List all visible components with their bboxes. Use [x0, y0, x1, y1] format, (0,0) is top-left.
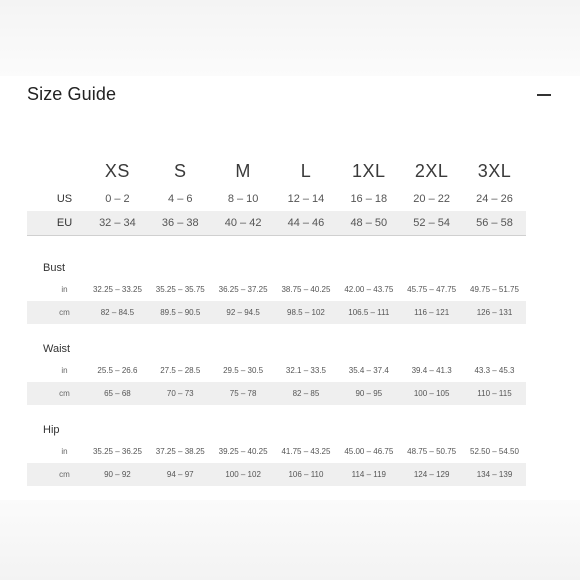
- table-cell: 35.4 – 37.4: [348, 366, 389, 375]
- table-cell: 110 – 115: [477, 389, 512, 398]
- table-cell: 42.00 – 43.75: [344, 285, 394, 294]
- table-cell: 98.5 – 102: [287, 308, 325, 317]
- table-cell: 16 – 18: [350, 193, 388, 205]
- size-header: 1XL: [352, 160, 386, 181]
- table-cell: 100 – 102: [225, 470, 261, 479]
- table-cell: 32.1 – 33.5: [285, 366, 326, 375]
- table-cell: 52.50 – 54.50: [470, 447, 519, 456]
- size-header: M: [235, 160, 251, 181]
- table-cell: 39.25 – 40.25: [218, 447, 268, 456]
- table-cell: 52 – 54: [413, 217, 450, 229]
- size-header: 3XL: [477, 160, 512, 181]
- unit-label: cm: [59, 389, 70, 398]
- table-cell: 100 – 105: [413, 389, 450, 398]
- size-header: L: [300, 160, 312, 181]
- page-title: Size Guide: [27, 84, 117, 104]
- table-cell: 126 – 131: [476, 308, 513, 317]
- table-cell: 36 – 38: [161, 217, 199, 229]
- table-cell: 82 – 85: [292, 389, 320, 398]
- table-cell: 38.75 – 40.25: [281, 285, 331, 294]
- size-header-row: [27, 156, 526, 186]
- table-cell: 41.75 – 43.25: [281, 447, 331, 456]
- table-cell: 39.4 – 41.3: [411, 366, 452, 375]
- hip-section-title: Hip: [43, 424, 60, 436]
- table-cell: 94 – 97: [166, 470, 194, 479]
- size-header: S: [174, 160, 187, 181]
- table-cell: 45.00 – 46.75: [344, 447, 394, 456]
- bust-cm-row: [27, 301, 526, 324]
- table-cell: 92 – 94.5: [226, 308, 260, 317]
- table-cell: 35.25 – 35.75: [155, 285, 205, 294]
- table-cell: 36.25 – 37.25: [218, 285, 268, 294]
- unit-label: in: [61, 366, 68, 375]
- unit-label: in: [61, 447, 68, 456]
- table-cell: 106.5 – 111: [348, 308, 390, 317]
- waist-section-title: Waist: [43, 343, 71, 355]
- row-label: US: [56, 193, 73, 205]
- table-cell: 37.25 – 38.25: [155, 447, 205, 456]
- row-label: EU: [56, 217, 73, 229]
- table-cell: 48 – 50: [350, 217, 388, 229]
- table-cell: 90 – 92: [104, 470, 131, 479]
- table-cell: 32 – 34: [99, 217, 136, 229]
- table-cell: 116 – 121: [414, 308, 450, 317]
- table-cell: 43.3 – 45.3: [474, 366, 515, 375]
- table-cell: 8 – 10: [227, 193, 259, 205]
- eu-size-row: [27, 211, 526, 236]
- table-cell: 35.25 – 36.25: [92, 447, 142, 456]
- size-header: XS: [104, 160, 130, 181]
- hip-in-row: [27, 440, 526, 463]
- table-cell: 0 – 2: [105, 193, 130, 205]
- bust-section-title: Bust: [43, 262, 66, 274]
- table-cell: 124 – 129: [413, 470, 450, 479]
- waist-cm-row: [27, 382, 526, 405]
- table-cell: 75 – 78: [229, 389, 257, 398]
- size-header: 2XL: [414, 160, 449, 181]
- table-cell: 32.25 – 33.25: [92, 285, 142, 294]
- table-cell: 27.5 – 28.5: [160, 366, 201, 375]
- unit-label: in: [61, 285, 68, 294]
- unit-label: cm: [59, 470, 70, 479]
- table-cell: 90 – 95: [355, 389, 383, 398]
- us-size-row: [27, 187, 526, 211]
- table-cell: 134 – 139: [476, 470, 513, 479]
- table-cell: 56 – 58: [476, 217, 513, 229]
- table-cell: 20 – 22: [413, 193, 450, 205]
- table-cell: 106 – 110: [288, 470, 324, 479]
- waist-in-row: [27, 359, 526, 382]
- bust-in-row: [27, 278, 526, 301]
- unit-label: cm: [59, 308, 70, 317]
- table-cell: 49.75 – 51.75: [470, 285, 519, 294]
- table-cell: 24 – 26: [476, 193, 513, 205]
- table-cell: 4 – 6: [168, 193, 193, 205]
- table-cell: 89.5 – 90.5: [160, 308, 201, 317]
- table-cell: 29.5 – 30.5: [223, 366, 264, 375]
- table-cell: 25.5 – 26.6: [97, 366, 138, 375]
- table-cell: 82 – 84.5: [100, 308, 135, 317]
- table-cell: 70 – 73: [166, 389, 194, 398]
- table-cell: 44 – 46: [287, 217, 325, 229]
- table-cell: 114 – 119: [351, 470, 386, 479]
- table-cell: 40 – 42: [224, 217, 262, 229]
- table-cell: 45.75 – 47.75: [407, 285, 457, 294]
- collapse-button[interactable]: [534, 86, 554, 104]
- hip-cm-row: [27, 463, 526, 486]
- table-cell: 65 – 68: [104, 389, 131, 398]
- table-cell: 48.75 – 50.75: [407, 447, 457, 456]
- header-background: [0, 0, 580, 76]
- footer-background: [0, 500, 580, 580]
- minus-icon: [537, 94, 551, 96]
- table-cell: 12 – 14: [287, 193, 325, 205]
